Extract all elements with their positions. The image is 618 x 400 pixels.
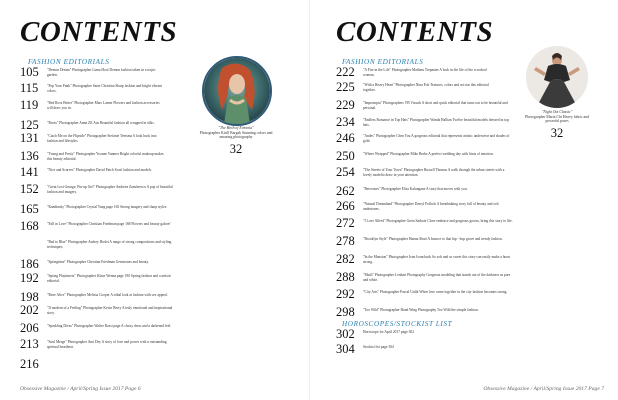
entry-page-number: 298 xyxy=(336,305,355,319)
entry-page-number: 152 xyxy=(20,182,39,196)
section-heading-fashion: FASHION EDITORIALS xyxy=(28,58,110,66)
toc-entry[interactable] xyxy=(336,328,513,340)
toc-entry[interactable] xyxy=(20,132,165,144)
toc-entry[interactable] xyxy=(20,304,177,316)
entry-description xyxy=(47,358,177,360)
entry-page-number: 304 xyxy=(336,342,355,356)
toc-entry[interactable] xyxy=(336,271,513,283)
toc-entry[interactable] xyxy=(20,358,177,370)
entry-description: "Roots" Photographer Annn ZE Aus Beautiful fashion all wrapped in silks. xyxy=(47,121,155,125)
toc-entry[interactable] xyxy=(336,185,513,197)
entry-page-number: 192 xyxy=(20,271,39,285)
toc-entry[interactable] xyxy=(20,220,177,232)
toc-entry[interactable] xyxy=(336,306,513,318)
toc-entry[interactable] xyxy=(336,343,513,355)
entry-description: "Impromptu" Photographers VB Visuals A short and quick editorial that turns out to be beautiful and personal. xyxy=(363,101,508,110)
toc-entry[interactable] xyxy=(20,291,177,303)
toc-entry[interactable] xyxy=(336,99,513,111)
page-footer: Obsessive Magazine / April/Spring Issue 2017 Page 6 xyxy=(20,386,141,392)
entry-page-number: 222 xyxy=(336,65,355,79)
feature-caption xyxy=(520,110,594,140)
entry-description: "Brooklyn Style" Photographer Hanna Shari A bounce to that hip - hop grove and trendy fashion. xyxy=(363,237,503,241)
entry-page-number: 206 xyxy=(20,321,39,335)
entry-description: "Demon Dream" Photographer Liana Hoot Demon fashion taken in a tropic garden. xyxy=(47,68,156,77)
entry-description: "Berceuses" Photographer Elisa Kalungane A story that moves with you. xyxy=(363,187,468,191)
toc-entry[interactable] xyxy=(20,272,177,284)
entry-description: "Spring Playtimers" Photographer Klaus Wenna page 190 Spring fashion and a artistic editorial. xyxy=(47,274,172,283)
entry-page-number: 229 xyxy=(336,98,355,112)
entry-description: Horoscope for April 2017 page 302 xyxy=(363,330,415,334)
feature-caption xyxy=(196,126,276,156)
entry-page-number: 272 xyxy=(336,216,355,230)
entry-page-number: 234 xyxy=(336,115,355,129)
entry-page-number: 202 xyxy=(20,303,39,317)
entry-description: "Nice and Scarves" Photographer David Patch Scarf fashion and models. xyxy=(47,168,152,172)
feature-page-number: 32 xyxy=(229,141,243,156)
entry-page-number: 225 xyxy=(336,80,355,94)
toc-entry[interactable] xyxy=(336,116,513,128)
toc-entry[interactable] xyxy=(336,166,513,178)
page-footer: Obsessive Magazine / April/Spring Issue 2017 Page 7 xyxy=(483,386,604,392)
entry-description: "Where Wrapped" Photographer Mike Berke A perfect wedding day with hints of emotion. xyxy=(363,152,494,156)
entry-page-number: 266 xyxy=(336,199,355,213)
entry-description: Stockist list page 304 xyxy=(363,345,394,349)
entry-page-number: 115 xyxy=(20,81,39,95)
entry-page-number: 119 xyxy=(20,98,39,112)
entry-page-number: 186 xyxy=(20,257,39,271)
entry-page-number: 125 xyxy=(20,118,39,132)
toc-entry[interactable] xyxy=(20,99,165,111)
entry-description: "Red Rose Better" Photographer Marc Lamer Flowers and fashion accessories will draw you in. xyxy=(47,101,160,110)
entry-page-number: 262 xyxy=(336,184,355,198)
entry-page-number: 292 xyxy=(336,287,355,301)
entry-page-number: 136 xyxy=(20,149,39,163)
feature-photo[interactable] xyxy=(526,46,588,108)
entry-description: "Natural Dreamland" Photographer Darryl Pollock A breathtaking story full of beauty and soft undertones. xyxy=(363,202,499,211)
entry-page-number: 165 xyxy=(20,202,39,216)
feature-quote: "Night Out Classic" xyxy=(541,110,573,114)
entry-description: "Pop Your Punk" Photographer Sarin Christina Sharp fashion and bright vibrant colors. xyxy=(47,84,162,93)
right-page xyxy=(309,0,618,400)
entry-page-number: 168 xyxy=(20,219,39,233)
section-heading-horoscopes: HOROSCOPES/STOCKIST LIST xyxy=(342,320,453,328)
toc-entry[interactable] xyxy=(20,119,165,131)
toc-entry[interactable] xyxy=(336,200,513,212)
toc-entry[interactable] xyxy=(336,253,513,265)
toc-entry[interactable] xyxy=(20,66,165,78)
entry-page-number: 198 xyxy=(20,290,39,304)
entry-description: "Catch Me on the Flipside" Photographer Stefanie Teetsma A look back into fashion and lifestyles. xyxy=(47,134,157,143)
section-heading-fashion: FASHION EDITORIALS xyxy=(342,58,424,66)
entry-description: "Muili" Photographer Lenhart Photography Gorgeous modeling that stands out of the darkness as pure and white. xyxy=(363,273,511,282)
entry-page-number: 105 xyxy=(20,65,39,79)
toc-entry[interactable] xyxy=(20,82,165,94)
entry-description: "Rave Alice" Photographer Melissa Cooper A tribal look at fashion with sex appeal. xyxy=(47,293,168,297)
entry-description: "The Streets of Your Town" Photographer Russell Thomas A walk through the urban streets with a lovely modelto draw in your attention. xyxy=(363,168,505,177)
toc-entry[interactable] xyxy=(336,81,493,93)
entry-description: "Soul Merge" Photographer Ami Dey A story of love and power with a outstanding spiritual heartbeat. xyxy=(47,340,167,349)
entry-page-number: 254 xyxy=(336,165,355,179)
entry-description: "Fall in Love" Photographer Christian Friedman page 168 Flowers and beauty galore! xyxy=(47,222,171,226)
feature-credit: Photographer Kirill Bargak Stunning colors and amazing photography xyxy=(199,130,273,140)
entry-page-number: 141 xyxy=(20,165,39,179)
entry-page-number: 288 xyxy=(336,270,355,284)
entry-description: "Endless Romance in Top Hats" Photographer Wanda Hallian Twelve beautiful models dressed in top hats. xyxy=(363,118,509,127)
entry-description: "Springtime" Photographer Christian Friedman Gemstones and beauty. xyxy=(47,260,150,264)
toc-entry[interactable] xyxy=(20,322,177,334)
entry-description: "A Fire in the Life" Photographer Mathieu Trepanier A look in the life of the scorched woman. xyxy=(363,68,487,77)
toc-entry[interactable] xyxy=(20,258,177,270)
feature-page-number: 32 xyxy=(550,125,564,140)
entry-description: "Great Lost Grunge, Pin-up Girl" Photographer Andreea Zamferescu A pop of beautiful fashion and imagery. xyxy=(47,185,173,194)
entry-description: "If modern of a Feeling" Photographer Kevin Berry A truly emotional and inspirational story. xyxy=(47,306,173,315)
toc-entry[interactable] xyxy=(20,238,177,249)
toc-entry[interactable] xyxy=(336,235,513,247)
entry-description: "With a Heavy Heart" Photographer Nina Fok Textures, colors and art star this editorial together. xyxy=(363,83,489,92)
entry-description: "I Love Alfred" Photographer Greta Saikute Close embrace and gorgeous gowns, bring this story to life. xyxy=(363,219,513,223)
entry-description: "City Arts" Photographer Pascal Unlik When love come together in the city fashion becomes strong. xyxy=(363,290,508,294)
feature-photo[interactable] xyxy=(202,56,272,126)
entry-description: "Sparkling Divas" Photographer Walter Rossi page A classy dress and a darkened feel. xyxy=(47,324,172,328)
entry-description: "Too Wild" Photographer Hand Wing Photography Too Wild the simple fashion. xyxy=(363,308,479,312)
toc-entry[interactable] xyxy=(20,203,177,215)
entry-page-number: 282 xyxy=(336,252,355,266)
feature-photo-image xyxy=(526,46,588,108)
entry-page-number: 131 xyxy=(20,131,39,145)
entry-page-number: 216 xyxy=(20,357,39,371)
entry-page-number: 278 xyxy=(336,234,355,248)
page-title: CONTENTS xyxy=(20,16,178,48)
feature-credit: Photographer Maria Chi Heavy fabric and powerful poses xyxy=(525,114,589,124)
toc-entry[interactable] xyxy=(336,66,493,78)
toc-entry[interactable] xyxy=(20,183,177,195)
entry-description: "In the Mansion" Photographer Ivan Ivanchuck So soft and so sweet this story can easily make a heart strong. xyxy=(363,255,510,264)
toc-entry[interactable] xyxy=(336,288,513,300)
toc-entry[interactable] xyxy=(336,132,513,144)
feature-quote: "The Birth of Eirinnia" xyxy=(218,126,254,130)
entry-page-number: 213 xyxy=(20,337,39,351)
entry-description: "Kandinsky" Photographer Crystal Yang page 165 Strong imagery and sharp styles. xyxy=(47,205,168,209)
toc-entry[interactable] xyxy=(20,150,165,162)
entry-page-number: 250 xyxy=(336,149,355,163)
toc-entry[interactable] xyxy=(336,217,513,229)
page-title: CONTENTS xyxy=(336,16,494,48)
entry-description: "Andes" Photographer Chen You A gorgeous editorial that represents artistic underwear and shades of gold. xyxy=(363,134,510,143)
toc-entry[interactable] xyxy=(20,338,177,350)
entry-description: "Bad to Blue" Photographer Audrey Hodot A range of strong compositions and styling techniques. xyxy=(47,240,172,249)
entry-page-number: 246 xyxy=(336,131,355,145)
entry-description: "Young and Pretty" Photographer Yvonne Vanmer Bright colorful makeup makes this beauty editorial. xyxy=(47,152,164,161)
feature-photo-image xyxy=(204,58,270,124)
toc-entry[interactable] xyxy=(20,166,177,178)
entry-page-number: 302 xyxy=(336,327,355,341)
toc-entry[interactable] xyxy=(336,150,513,162)
